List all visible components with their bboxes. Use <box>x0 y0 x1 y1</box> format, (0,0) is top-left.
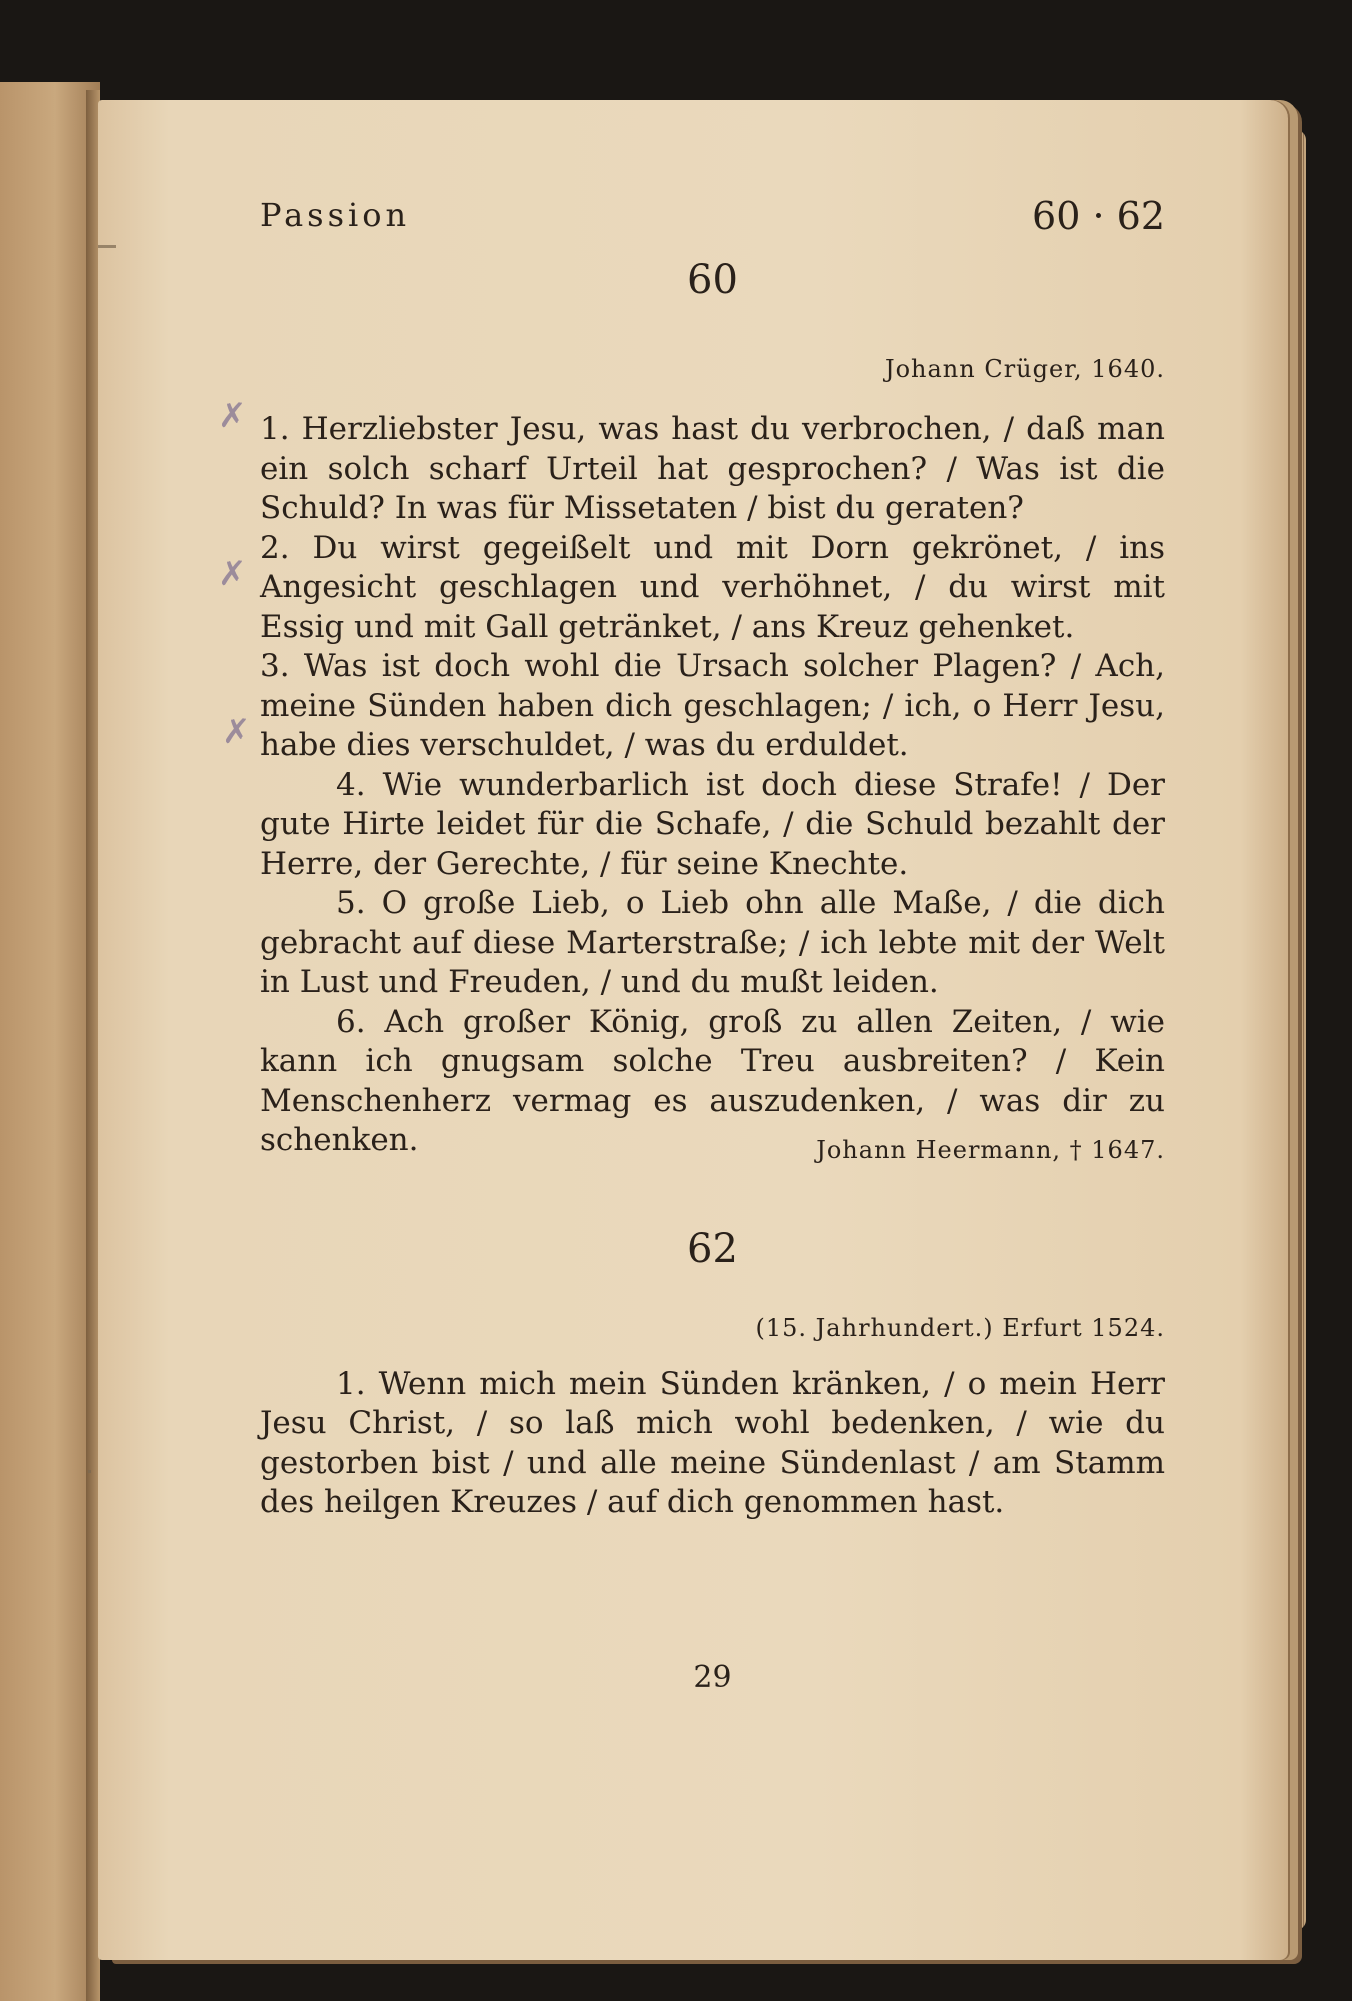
text-attribution-60: Johann Heermann, † 1647. <box>816 1135 1165 1164</box>
hymn-number-62: 62 <box>687 1225 738 1272</box>
verse-text: O große Lieb, o Lieb ohn alle Maße, / die dich gebracht auf diese Marterstraße; / ich lebte mit der Welt in Lust und Freuden, / und du mußt leiden. <box>260 885 1166 1000</box>
verse-62-1 <box>260 1365 1165 1523</box>
pencil-cross-mark: ✗ <box>218 396 247 436</box>
running-head <box>260 190 1165 250</box>
verse-text: Ach großer König, groß zu allen Zeiten, / wie kann ich gnugsam solche Treu ausbreiten? / Kein Menschenherz vermag es auszudenken, / was dir zu schenken. <box>260 1003 1165 1158</box>
margin-dot <box>88 1470 91 1473</box>
verse-60-5 <box>260 884 1165 1003</box>
page-text <box>218 190 1166 1695</box>
verse-text: Was ist doch wohl die Ursach solcher Plagen? / Ach, meine Sünden haben dich geschlagen; / ich, o Herr Jesu, habe dies verschuldet, / was du erduldet. <box>260 648 1165 763</box>
verse-text: Wie wunderbarlich ist doch diese Strafe! / Der gute Hirte leidet für die Schafe, / die Schuld bezahlt der Herre, der Gerechte, / für seine Knechte. <box>260 766 1165 882</box>
hymn-range: 60 · 62 <box>1032 194 1165 238</box>
pencil-cross-mark: ✗ <box>222 712 251 752</box>
page-stack-edge <box>1286 130 1306 1930</box>
verse-text: Herzliebster Jesu, was hast du verbrochen, / daß man ein solch scharf Urteil hat gesprochen? / Was ist die Schuld? In was für Missetaten / bist du geraten? <box>260 411 1166 526</box>
melody-attribution-60: Johann Crüger, 1640. <box>884 355 1165 383</box>
verse-number: 1. <box>336 1365 366 1402</box>
verse-number: 5. <box>336 885 366 921</box>
hymn-number-60: 60 <box>687 257 738 303</box>
verse-number: 3. <box>260 648 290 684</box>
verse-text: Wenn mich mein Sünden kränken, / o mein Herr Jesu Christ, / so laß mich wohl bedenken, / wie du gestorben bist / und alle meine Sündenlast / am Stamm des heilgen Kreuzes / auf dich genommen hast. <box>260 1365 1165 1520</box>
page-number: 29 <box>693 1660 732 1695</box>
melody-attribution-62: (15. Jahrhundert.) Erfurt 1524. <box>755 1313 1165 1342</box>
verse-number: 6. <box>336 1003 366 1040</box>
verse-number: 4. <box>336 766 366 803</box>
verse-number: 2. <box>260 529 290 566</box>
pencil-tick <box>98 245 116 248</box>
verse-number: 1. <box>260 411 290 447</box>
verse-text: Du wirst gegeißelt und mit Dorn gekrönet, / ins Angesicht geschlagen und verhöhnet, / du wirst mit Essig und mit Gall getränket, / ans Kreuz gehenket. <box>260 529 1165 645</box>
left-page-edge <box>0 82 100 2001</box>
verse-60-1 <box>260 410 1165 529</box>
verse-60-3 <box>260 647 1165 766</box>
verse-60-2 <box>260 529 1165 648</box>
pencil-cross-mark: ✗ <box>218 554 247 594</box>
section-title: Passion <box>260 196 411 234</box>
verse-60-4 <box>260 766 1165 885</box>
